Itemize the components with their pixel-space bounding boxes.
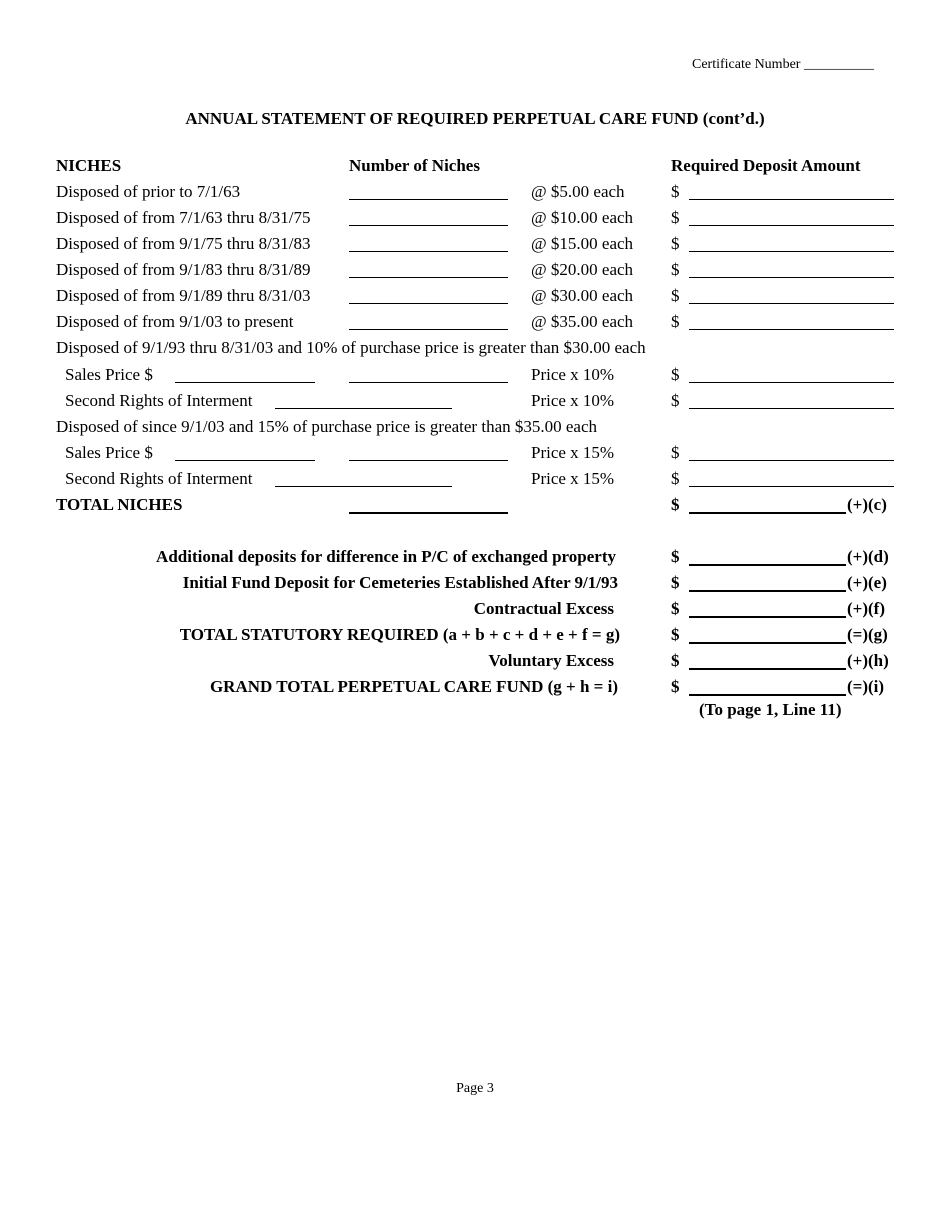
dollar-sign: $ — [671, 312, 680, 331]
group2-rights-label: Second Rights of Interment — [65, 469, 253, 488]
row-label: Disposed of from 7/1/63 thru 8/31/75 — [56, 208, 311, 227]
group2-sales-amount-field[interactable] — [689, 460, 894, 461]
amount-field[interactable] — [689, 251, 894, 252]
column-header-number: Number of Niches — [349, 156, 480, 175]
row-label: Disposed of from 9/1/75 thru 8/31/83 — [56, 234, 311, 253]
certificate-label-text: Certificate Number — [692, 57, 801, 72]
number-field[interactable] — [349, 251, 508, 252]
dollar-sign: $ — [671, 365, 680, 384]
dollar-sign: $ — [671, 234, 680, 253]
group1-sales-price-field[interactable] — [175, 382, 315, 383]
group2-sales-label: Sales Price $ — [65, 443, 153, 462]
summary-amount-field[interactable] — [689, 694, 846, 696]
to-page-note: (To page 1, Line 11) — [699, 700, 842, 719]
dollar-sign: $ — [671, 208, 680, 227]
summary-label: Additional deposits for difference in P/C of exchanged property — [156, 547, 616, 566]
page-number: Page 3 — [456, 1081, 494, 1096]
summary-label: Voluntary Excess — [488, 651, 614, 670]
number-field[interactable] — [349, 329, 508, 330]
group1-rights-amount-field[interactable] — [689, 408, 894, 409]
summary-code: (+)(d) — [847, 547, 889, 566]
summary-label: Initial Fund Deposit for Cemeteries Established After 9/1/93 — [182, 573, 618, 592]
number-field[interactable] — [349, 277, 508, 278]
summary-code: (=)(i) — [847, 677, 885, 696]
summary-label: TOTAL STATUTORY REQUIRED (a + b + c + d + e + f = g) — [179, 625, 620, 644]
number-field[interactable] — [349, 225, 508, 226]
total-niches-label: TOTAL NICHES — [56, 495, 183, 514]
number-field[interactable] — [349, 199, 508, 200]
group1-sales-rate: Price x 10% — [531, 365, 615, 384]
row-rate: @ $5.00 each — [531, 182, 625, 201]
group2-sales-price-field[interactable] — [175, 460, 315, 461]
group2-sales-rate: Price x 15% — [531, 443, 615, 462]
page-title: ANNUAL STATEMENT OF REQUIRED PERPETUAL CARE FUND (cont’d.) — [185, 109, 765, 128]
dollar-sign: $ — [671, 443, 680, 462]
amount-field[interactable] — [689, 199, 894, 200]
summary-label: GRAND TOTAL PERPETUAL CARE FUND (g + h = i) — [209, 677, 618, 696]
amount-field[interactable] — [689, 303, 894, 304]
total-niches-code: (+)(c) — [847, 495, 887, 514]
summary-code: (=)(g) — [847, 625, 888, 644]
summary-amount-field[interactable] — [689, 642, 846, 644]
dollar-sign: $ — [671, 677, 680, 696]
summary-amount-field[interactable] — [689, 564, 846, 566]
summary-amount-field[interactable] — [689, 590, 846, 592]
amount-field[interactable] — [689, 329, 894, 330]
certificate-number-field[interactable]: __________ — [803, 57, 874, 72]
column-header-amount: Required Deposit Amount — [671, 156, 861, 175]
group2-rights-amount-field[interactable] — [689, 486, 894, 487]
row-rate: @ $20.00 each — [531, 260, 634, 279]
dollar-sign: $ — [671, 495, 680, 514]
dollar-sign: $ — [671, 573, 680, 592]
group1-rights-field[interactable] — [275, 408, 452, 409]
group2-rights-rate: Price x 15% — [531, 469, 615, 488]
certificate-number-label — [692, 58, 874, 72]
group1-rights-label: Second Rights of Interment — [65, 391, 253, 410]
row-label: Disposed of prior to 7/1/63 — [56, 182, 241, 201]
group1-heading: Disposed of 9/1/93 thru 8/31/03 and 10% of purchase price is greater than $30.00 each — [56, 338, 646, 357]
row-label: Disposed of from 9/1/83 thru 8/31/89 — [56, 260, 311, 279]
total-niches-number-field[interactable] — [349, 512, 508, 514]
row-label: Disposed of from 9/1/03 to present — [56, 312, 294, 331]
row-rate: @ $35.00 each — [531, 312, 634, 331]
dollar-sign: $ — [671, 391, 680, 410]
summary-code: (+)(h) — [847, 651, 889, 670]
row-rate: @ $15.00 each — [531, 234, 634, 253]
row-rate: @ $30.00 each — [531, 286, 634, 305]
number-field[interactable] — [349, 303, 508, 304]
group1-sales-amount-field[interactable] — [689, 382, 894, 383]
summary-code: (+)(e) — [847, 573, 887, 592]
summary-code: (+)(f) — [847, 599, 885, 618]
total-niches-amount-field[interactable] — [689, 512, 846, 514]
group1-rights-rate: Price x 10% — [531, 391, 615, 410]
dollar-sign: $ — [671, 469, 680, 488]
group2-rights-field[interactable] — [275, 486, 452, 487]
dollar-sign: $ — [671, 547, 680, 566]
group2-heading: Disposed of since 9/1/03 and 15% of purchase price is greater than $35.00 each — [56, 417, 597, 436]
dollar-sign: $ — [671, 286, 680, 305]
amount-field[interactable] — [689, 277, 894, 278]
dollar-sign: $ — [671, 651, 680, 670]
section-heading-niches: NICHES — [56, 156, 122, 175]
dollar-sign: $ — [671, 599, 680, 618]
group1-sales-label: Sales Price $ — [65, 365, 153, 384]
amount-field[interactable] — [689, 225, 894, 226]
group2-sales-number-field[interactable] — [349, 460, 508, 461]
summary-label: Contractual Excess — [473, 599, 614, 618]
group1-sales-number-field[interactable] — [349, 382, 508, 383]
summary-amount-field[interactable] — [689, 668, 846, 670]
row-rate: @ $10.00 each — [531, 208, 634, 227]
summary-amount-field[interactable] — [689, 616, 846, 618]
dollar-sign: $ — [671, 625, 680, 644]
dollar-sign: $ — [671, 260, 680, 279]
row-label: Disposed of from 9/1/89 thru 8/31/03 — [56, 286, 311, 305]
dollar-sign: $ — [671, 182, 680, 201]
